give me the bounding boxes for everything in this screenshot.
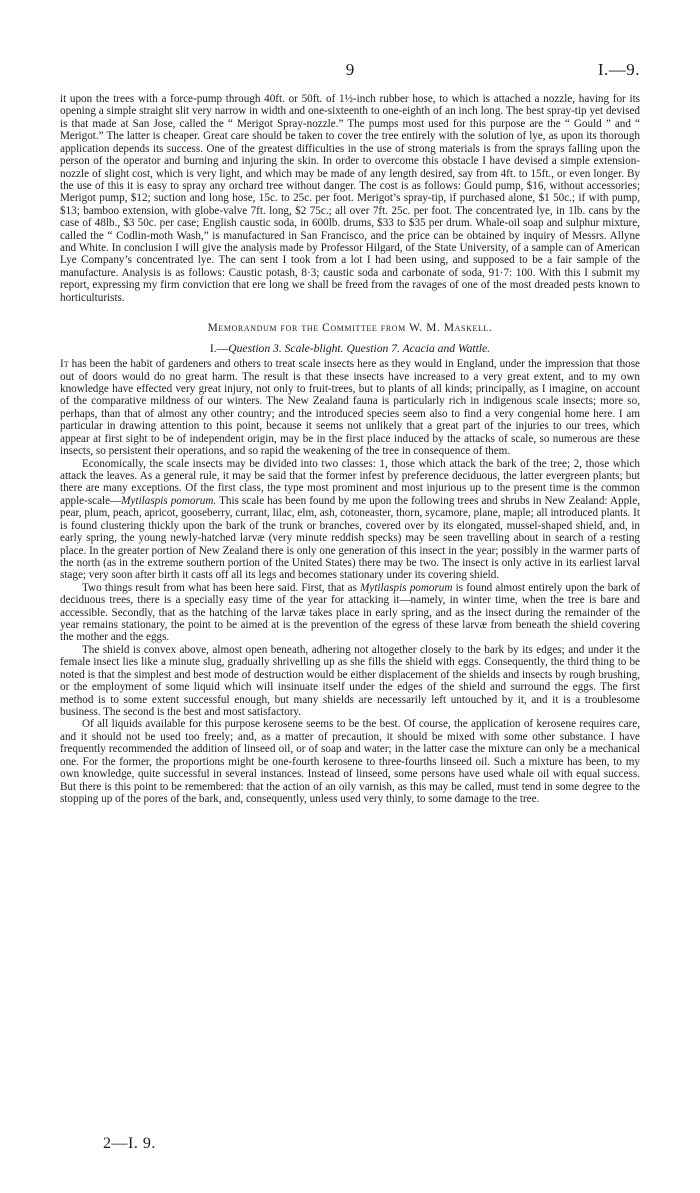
paragraph-kerosene: Of all liquids available for this purpose kerosene seems to be the best. Of course, the application of kerosene requires care, and it should not be used too freely; and, as a matter of precaution, it should be mixed with some other substance. I have frequently recommended the addition of linseed oil, or of soap and water; in the latter case the mixture can only be a mechanical one. For the former, the proportions might be one-fourth kerosene to three-fourths linseed oil. Such a mixture has been, to my own knowledge, quite successful in several instances. Instead of linseed, some persons have used whale oil with equal success. But there is this point to be remembered: that the action of an oily varnish, as this may be called, must tend in some degree to the stopping up of the pores of the bark, and, consequently, unless used very thinly, to some damage to the tree. xyxy=(60,718,640,805)
paragraph-scale-habit-text: has been the habit of gardeners and others to treat scale insects here as they would in England, under the impression that those out of doors would do no great harm. The result is that these insects have increased to a very great extent, and to my own knowledge have effected very great injury, not only to fruit-trees, but to plants of all kinds; principally, as I imagine, on account of the comparative mildness of our winters. The New Zealand fauna is particularly rich in indigenous scale insects; more so, perhaps, than that of almost any other country; and the introduced species seem also to find a very congenial home here. I am particular in drawing attention to this point, because it seems not unlikely that a great part of the injuries to our trees, which appear at first sight to be of independent origin, may be in the first place induced by the attacks of scale, so numerous are these insects, so persistent their operations, and so rapid the weakening of the tree in consequence of them. xyxy=(60,358,640,458)
memo-heading: Memorandum for the Committee from W. M. Maskell. xyxy=(207,322,493,335)
species-name-2: Mytilaspis pomorum xyxy=(360,581,453,594)
running-head xyxy=(60,0,640,79)
paragraph-shield: The shield is convex above, almost open beneath, adhering not altogether closely to the bark by its edges; and under it the female insect lies like a minute slug, gradually shrivelling up as she fills the shield with eggs. Consequently, the third thing to be noted is that the simplest and best mode of destruction would be either displacement of the shields and insects by rough brushing, or the employment of some liquid which will insinuate itself under the edges of the shield and surround the eggs. The first method is to some extent successful enough, but many shields are necessarily left untouched by it, and it is a troublesome business. The second is the best and most satisfactory. xyxy=(60,643,640,718)
signature-code: 2—I. 9. xyxy=(103,1135,156,1152)
page-number: 9 xyxy=(345,60,355,79)
body-text xyxy=(60,93,640,805)
question-3-title: Question 3. Scale-blight. xyxy=(228,342,344,356)
paragraph-two-things-text-b: is found almost entirely upon the bark of deciduous trees, there is a specially easy time of the year for attacking it—namely, in winter time, when the tree is bare and accessible. Secondly, that as the hatching of the larvæ takes place in early spring, and as the insect during the remainder of the year remains stationary, the point to be aimed at is the prevention of the egress of these larvæ from beneath the shield covering the mother and the eggs. xyxy=(60,581,640,644)
paragraph-classes xyxy=(60,458,640,582)
paragraph-classes-text-a: Economically, the scale insects may be divided into two classes: 1, those which attack the bark of the tree; 2, those which attack the leaves. As a general rule, it may be said that the former infest by preference deciduous, the latter evergreen plants; but there are many exceptions. Of the first class, the type most prominent and most injurious up to the present time is the common apple-scale— xyxy=(60,457,640,507)
question-7-title: Question 7. Acacia and Wattle. xyxy=(346,342,491,356)
paragraph-two-things-text-a: Two things result from what has been here said. First, that as xyxy=(82,581,361,594)
species-name: Mytilaspis pomorum. xyxy=(121,494,217,507)
series-code: I.—9. xyxy=(597,60,640,79)
question-heading xyxy=(60,342,640,355)
paragraph-scale-habit xyxy=(60,358,640,457)
question-heading-prefix: I.— xyxy=(209,342,229,356)
paragraph-classes-text-b: This scale has been found by me upon the following trees and shrubs in New Zealand: Apple, pear, plum, peach, apricot, gooseberry, currant, lilac, elm, ash, cotoneaster, thorn, sycamore, plane, maple; all introduced plants. It is found clustering thickly upon the bark of the trunk or branches, covered over by its elongated, mussel-shaped shield, and, in early spring, the young newly-hatched larvæ (very minute reddish specks) may be seen travelling about in search of a resting place. In the greater portion of New Zealand there is only one generation of this insect in the year; possibly in the warmer parts of the north (as in the extreme southern portion of the United States) there may be two. The insect is only active in its earliest larval stage; very soon after birth it casts off all its legs and becomes stationary under its covering shield. xyxy=(60,494,640,582)
paragraph-report-conclusion: it upon the trees with a force-pump through 40ft. or 50ft. of 1½-inch rubber hose, to which is attached a nozzle, having for its opening a simple straight slit very narrow in width and one-sixteenth to one-eighth of an inch long. The best spray-tip yet devised is that made at San Jose, called the “ Merigot Spray-nozzle.” The pumps most used for this purpose are the “ Gould ” and “ Merigot.” The latter is cheaper. Great care should be taken to cover the tree entirely with the solution of lye, as upon its thorough application depends its success. One of the greatest difficulties in the use of strong materials is from the sprays falling upon the person of the operator and burning and injuring the skin. In order to overcome this obstacle I have devised a simple extension-nozzle of slight cost, which is very light, and which may be made of any length desired, say from 4ft. to 15ft., or even longer. By the use of this it is easy to spray any orchard tree without danger. The cost is as follows: Gould pump, $16, without accessories; Merigot pump, $12; suction and long hose, 15c. to 25c. per foot. Merigot’s spray-tip, if purchased alone, $1 50c.; if with pump, $13; bamboo extension, with globe-valve 7ft. long, $2 75c.; all over 7ft. 25c. per foot. The concentrated lye, in 1lb. cans by the case of 48lb., $3 50c. per case; English caustic soda, in 600lb. drums, $33 to $35 per drum. Whale-oil soap and sulphur mixture, called the “ Codlin-moth Wash,” is manufactured in San Francisco, and the price can be obtained by inquiry of Messrs. Allyne and White. In conclusion I will give the analysis made by Professor Hilgard, of the State University, of a sample can of American Lye Company’s concentrated lye. The can sent I took from a lot I had been using, and supposed to be a fair sample of the manufacture. Analysis is as follows: Caustic potash, 8·3; caustic soda and carbonate of soda, 91·7: 100. With this I submit my report, expressing my firm conviction that ere long we shall be freed from the ravages of one of the most dreaded pests known to horticulturists. xyxy=(60,93,640,304)
paragraph-lead-word: It xyxy=(60,358,69,371)
paragraph-two-things xyxy=(60,582,640,644)
